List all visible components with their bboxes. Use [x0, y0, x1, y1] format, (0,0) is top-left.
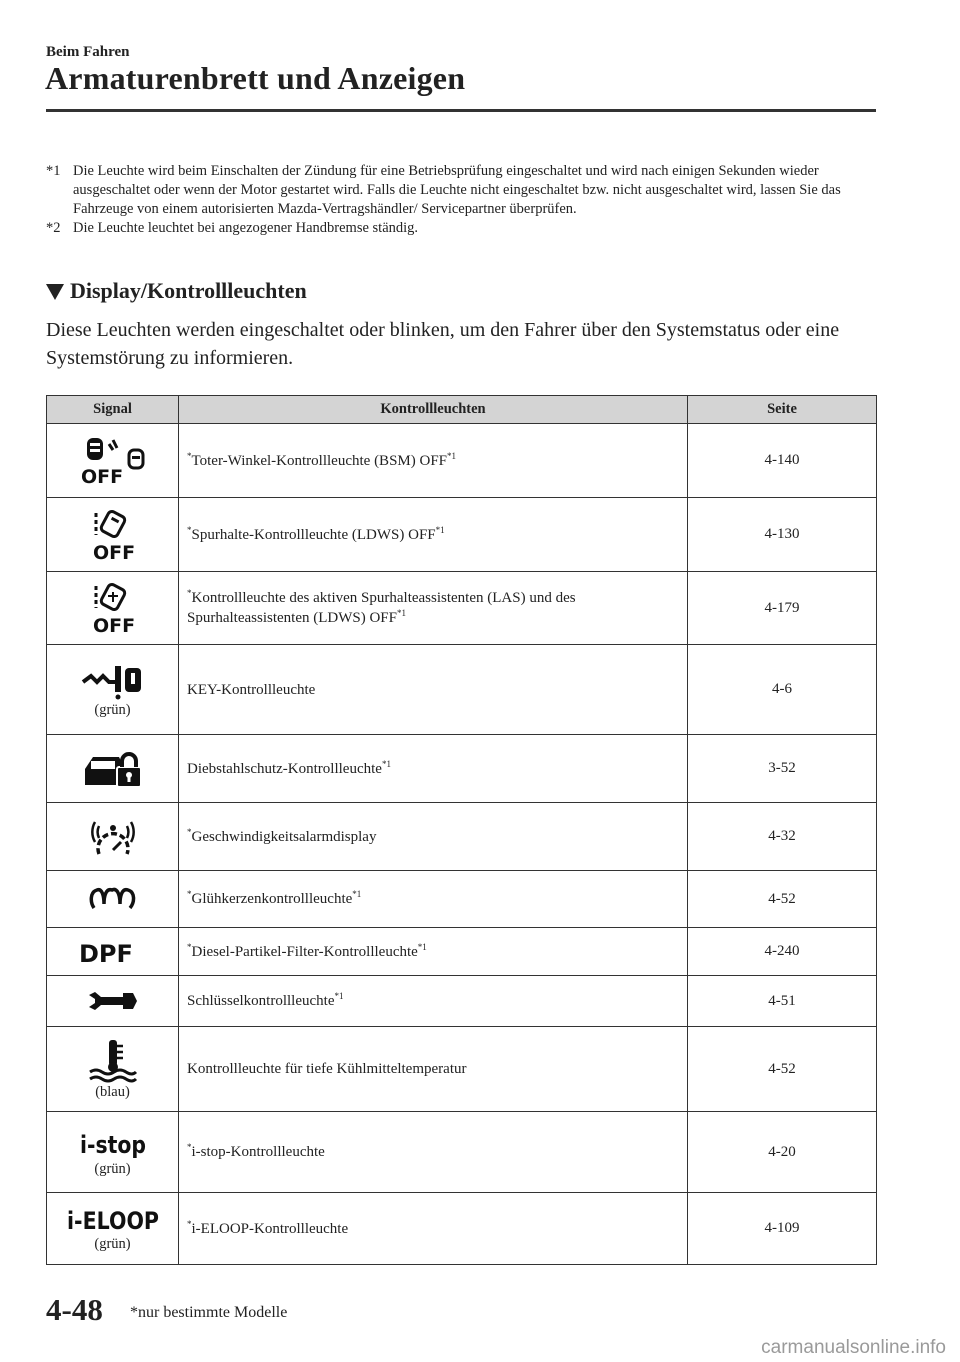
signal-cell [47, 803, 179, 871]
svg-text:OFF: OFF [92, 615, 135, 637]
page-ref: 4-109 [688, 1193, 877, 1265]
wrench-icon [87, 989, 139, 1013]
footnotes [46, 162, 876, 238]
header-lights: Kontrollleuchten [179, 396, 688, 424]
light-name: i-stop-Kontrollleuchte [191, 1144, 325, 1160]
signal-cell [47, 1027, 179, 1112]
header-page: Seite [688, 396, 877, 424]
signal-cell [47, 976, 179, 1027]
footnote-2 [46, 219, 876, 238]
title-divider [46, 109, 876, 112]
light-name: Spurhalte-Kontrollleuchte (LDWS) OFF [191, 526, 436, 543]
key-icon [81, 660, 145, 700]
page-ref: 4-240 [688, 928, 877, 976]
ldws-off-icon [88, 509, 138, 564]
signal-cell [47, 572, 179, 645]
page-ref: 4-51 [688, 976, 877, 1027]
watermark: carmanualsonline.info [761, 1337, 946, 1358]
light-name: Geschwindigkeitsalarmdisplay [191, 828, 377, 845]
triangle-down-icon [46, 284, 64, 300]
light-name: Schlüsselkontrollleuchte [187, 993, 335, 1009]
signal-cell [47, 1193, 179, 1265]
signal-cell [47, 1112, 179, 1193]
section-heading-text: Display/Kontrollleuchten [70, 278, 307, 303]
immobilizer-icon [83, 749, 143, 789]
light-name-cell: Schlüsselkontrollleuchte$^{*1}$ [179, 976, 688, 1027]
header-signal: Signal [47, 396, 179, 424]
light-name: Diesel-Partikel-Filter-Kontrollleuchte [191, 943, 418, 960]
table-row [47, 928, 877, 976]
table-row [47, 1112, 877, 1193]
signal-cell [47, 424, 179, 498]
signal-color-note: (grün) [94, 1160, 131, 1177]
table-row [47, 803, 877, 871]
page-ref: 4-179 [688, 572, 877, 645]
light-name-cell: Diebstahlschutz-Kontrollleuchte$^{*1}$ [179, 735, 688, 803]
signal-color-note: (grün) [94, 1236, 131, 1252]
page-ref: 3-52 [688, 735, 877, 803]
signal-cell [47, 928, 179, 976]
light-name-cell [179, 645, 688, 735]
low-coolant-temp-icon [88, 1038, 138, 1082]
signal-cell [47, 645, 179, 735]
signal-cell [47, 498, 179, 572]
table-row [47, 645, 877, 735]
section-heading [46, 278, 307, 304]
page-title: Armaturenbrett und Anzeigen [45, 60, 466, 96]
light-name: Glühkerzenkontrollleuchte [191, 891, 353, 907]
light-name: Toter-Winkel-Kontrollleuchte (BSM) OFF [191, 452, 448, 469]
light-name-cell: *Glühkerzenkontrollleuchte$^{*1}$ [179, 871, 688, 928]
signal-cell [47, 735, 179, 803]
footnote-text: Die Leuchte leuchtet bei angezogener Handbremse ständig. [73, 220, 419, 236]
svg-text:i-stop: i-stop [79, 1130, 146, 1159]
light-name: KEY-Kontrollleuchte [187, 681, 316, 698]
section-label: Beim Fahren [46, 44, 130, 60]
light-name-cell: *Spurhalte-Kontrollleuchte (LDWS) OFF$^{*1}$ [179, 498, 688, 572]
page-ref: 4-130 [688, 498, 877, 572]
footnote-1 [46, 162, 876, 219]
light-name: i-ELOOP-Kontrollleuchte [191, 1220, 349, 1237]
footer-note: *nur bestimmte Modelle [130, 1304, 288, 1321]
dpf-icon [73, 937, 153, 967]
footnote-text: Die Leuchte wird beim Einschalten der Zündung für eine Betriebsprüfung eingeschaltet und wird nach einigen Sekunden wieder ausgeschaltet oder wenn der Motor gestartet wird. Falls die Leuchte nicht eingeschaltet bzw. nicht ausgeschaltet wird, lassen Sie das Fahrzeuge von einem autorisierten Mazda-Vertragshändler/ Servicepartner überprüfen. [73, 163, 841, 217]
glow-plug-icon [88, 884, 138, 914]
table-row [47, 1193, 877, 1265]
table-row [47, 498, 877, 572]
light-name: Diebstahlschutz-Kontrollleuchte [187, 760, 382, 777]
table-row [47, 871, 877, 928]
light-name: Kontrollleuchte des aktiven Spurhalteassistenten (LAS) und des Spurhalteassistenten (LDWS) OFF [187, 590, 576, 626]
table-row [47, 572, 877, 645]
footnote-mark: *1 [46, 163, 61, 179]
table-row [47, 976, 877, 1027]
svg-text:OFF: OFF [80, 465, 123, 488]
speed-alarm-icon [91, 816, 135, 858]
light-name-cell [179, 1027, 688, 1112]
bsm-off-icon [77, 436, 149, 486]
page-ref: 4-52 [688, 1027, 877, 1112]
light-name-cell: *Geschwindigkeitsalarmdisplay [179, 803, 688, 871]
svg-text:OFF: OFF [92, 541, 135, 564]
las-ldws-off-icon [88, 582, 138, 637]
light-name-cell: *Toter-Winkel-Kontrollleuchte (BSM) OFF$^{*1}$ [179, 424, 688, 498]
table-row [47, 735, 877, 803]
indicator-table [46, 395, 877, 1265]
intro-paragraph: Diese Leuchten werden eingeschaltet oder blinken, um den Fahrer über den Systemstatus oder eine Systemstörung zu informieren. [46, 319, 840, 369]
light-name-cell: *Kontrollleuchte des aktiven Spurhalteassistenten (LAS) und des Spurhalteassistenten (LDWS) OFF$^{*1}$ [179, 572, 688, 645]
signal-cell [47, 871, 179, 928]
signal-color-note: (blau) [95, 1083, 130, 1100]
page-number: 4-48 [46, 1292, 103, 1327]
signal-color-note: (grün) [94, 702, 131, 718]
table-row [47, 424, 877, 498]
table-row [47, 1027, 877, 1112]
table-header-row [47, 396, 877, 424]
page-ref: 4-6 [688, 645, 877, 735]
page-ref: 4-140 [688, 424, 877, 498]
page-ref: 4-32 [688, 803, 877, 871]
page-ref: 4-20 [688, 1112, 877, 1193]
footnote-mark: *2 [46, 220, 61, 236]
page-ref: 4-52 [688, 871, 877, 928]
i-stop-icon [77, 1127, 149, 1159]
svg-text:i-ELOOP: i-ELOOP [66, 1207, 159, 1235]
svg-text:DPF: DPF [78, 939, 133, 968]
light-name-cell: *i-ELOOP-Kontrollleuchte [179, 1193, 688, 1265]
light-name-cell: *Diesel-Partikel-Filter-Kontrollleuchte$^{*1}$ [179, 928, 688, 976]
light-name-cell: *i-stop-Kontrollleuchte [179, 1112, 688, 1193]
light-name: Kontrollleuchte für tiefe Kühlmitteltemperatur [187, 1061, 467, 1077]
i-eloop-icon [65, 1204, 161, 1234]
